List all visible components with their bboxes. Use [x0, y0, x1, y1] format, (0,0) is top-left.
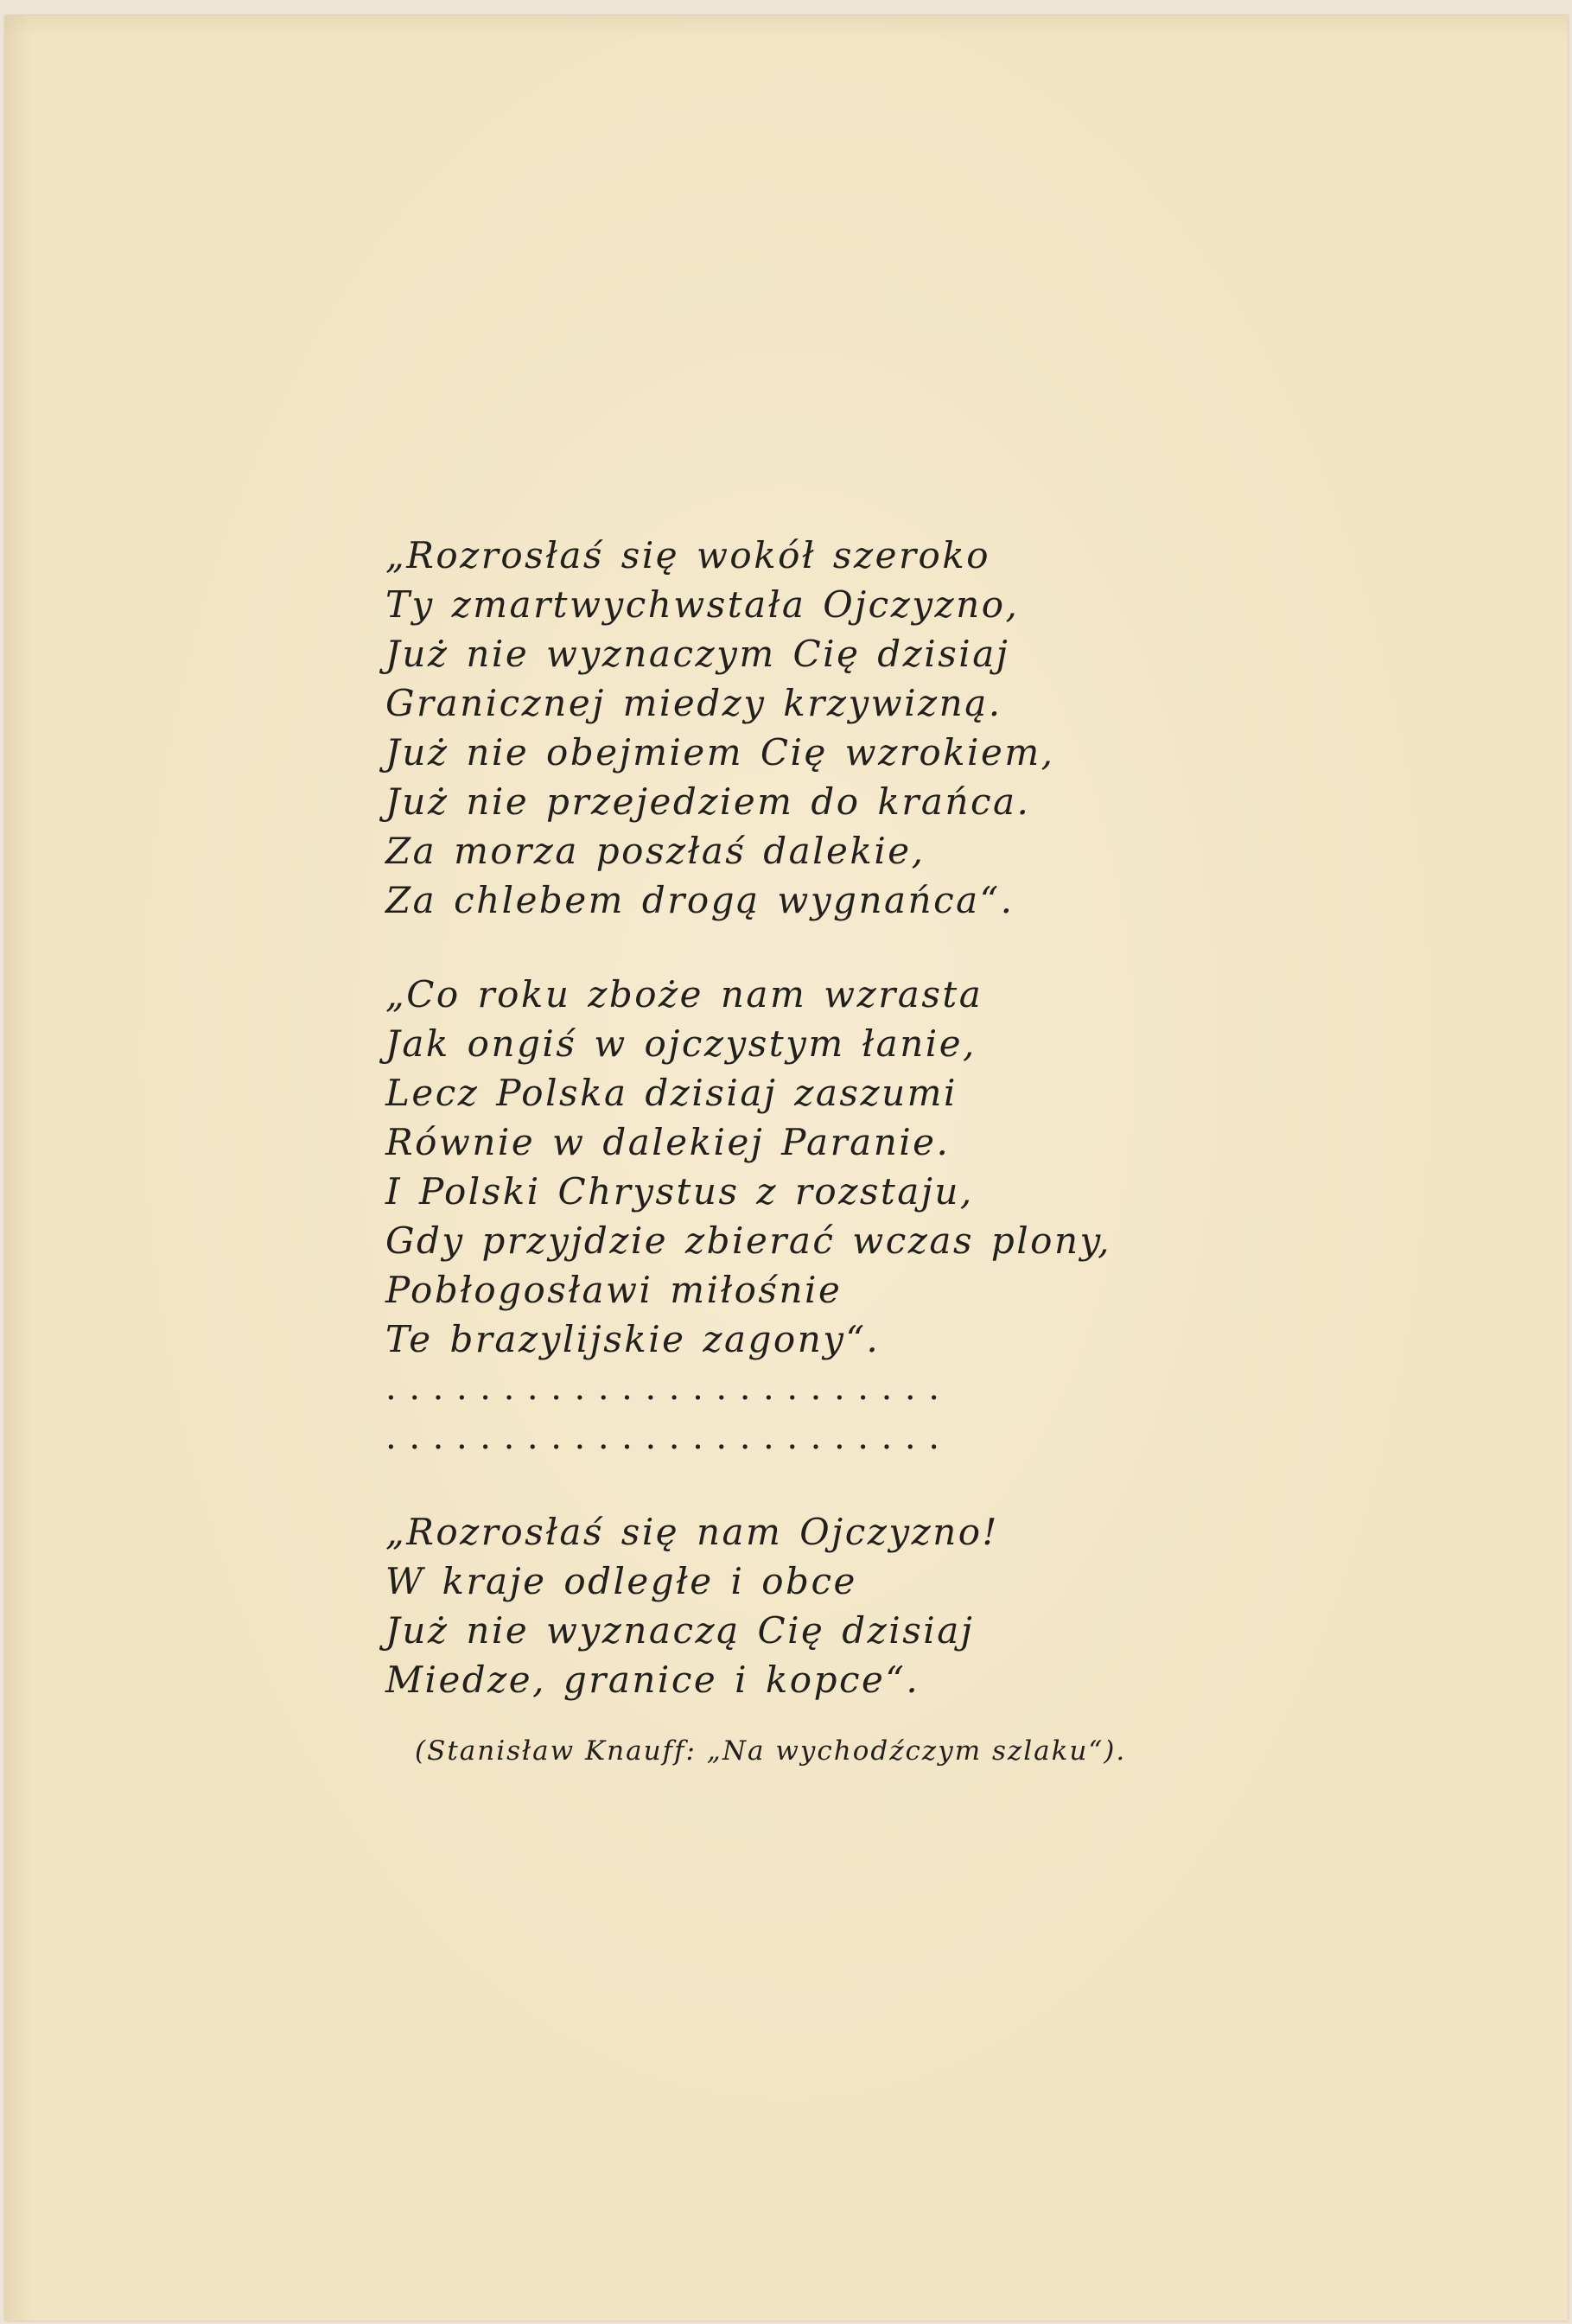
poem-line: Lecz Polska dzisiaj zaszumi	[385, 1072, 958, 1114]
poem-line: Granicznej miedzy krzywizną.	[385, 682, 1002, 724]
omission-dots	[385, 1364, 1163, 1462]
book-page	[5, 16, 1568, 2321]
poem-line: „Rozrosłaś się nam Ojczyzno!	[385, 1511, 999, 1553]
poem-line: Już nie wyznaczym Cię dzisiaj	[385, 633, 1010, 675]
poem-line: Za chlebem drogą wygnańca“.	[385, 879, 1015, 921]
poem-line: „Co roku zboże nam wzrasta	[385, 973, 983, 1016]
poem-line: „Rozrosłaś się wokół szeroko	[385, 534, 991, 576]
poem-line: Równie w dalekiej Paranie.	[385, 1121, 951, 1163]
poem-line: Już nie wyznaczą Cię dzisiaj	[385, 1609, 975, 1652]
stanza-spacer	[385, 925, 1163, 970]
stanza-1	[385, 531, 1163, 925]
stanza-spacer	[385, 1462, 1163, 1507]
poem-line: Już nie przejedziem do krańca.	[385, 780, 1031, 823]
dotted-line: ........................	[385, 1368, 952, 1408]
attribution: (Stanisław Knauff: „Na wychodźczym szlaku“).	[415, 1735, 1127, 1767]
stanza-3	[385, 1507, 1163, 1704]
poem-line: Ty zmartwychwstała Ojczyzno,	[385, 583, 1020, 626]
poem-line: Gdy przyjdzie zbierać wczas plony,	[385, 1219, 1111, 1262]
poem-line: W kraje odległe i obce	[385, 1560, 857, 1602]
poem-line: Jak ongiś w ojczystym łanie,	[385, 1022, 977, 1065]
poem-line: Pobłogosławi miłośnie	[385, 1269, 843, 1311]
poem-line: Już nie obejmiem Cię wzrokiem,	[385, 731, 1055, 774]
poem	[385, 531, 1163, 1704]
poem-line: I Polski Chrystus z rozstaju,	[385, 1170, 974, 1213]
poem-line: Te brazylijskie zagony“.	[385, 1318, 881, 1360]
stanza-2	[385, 970, 1163, 1364]
poem-line: Miedze, granice i kopce“.	[385, 1659, 920, 1701]
poem-line: Za morza poszłaś dalekie,	[385, 830, 926, 872]
dotted-line: ........................	[385, 1417, 952, 1457]
